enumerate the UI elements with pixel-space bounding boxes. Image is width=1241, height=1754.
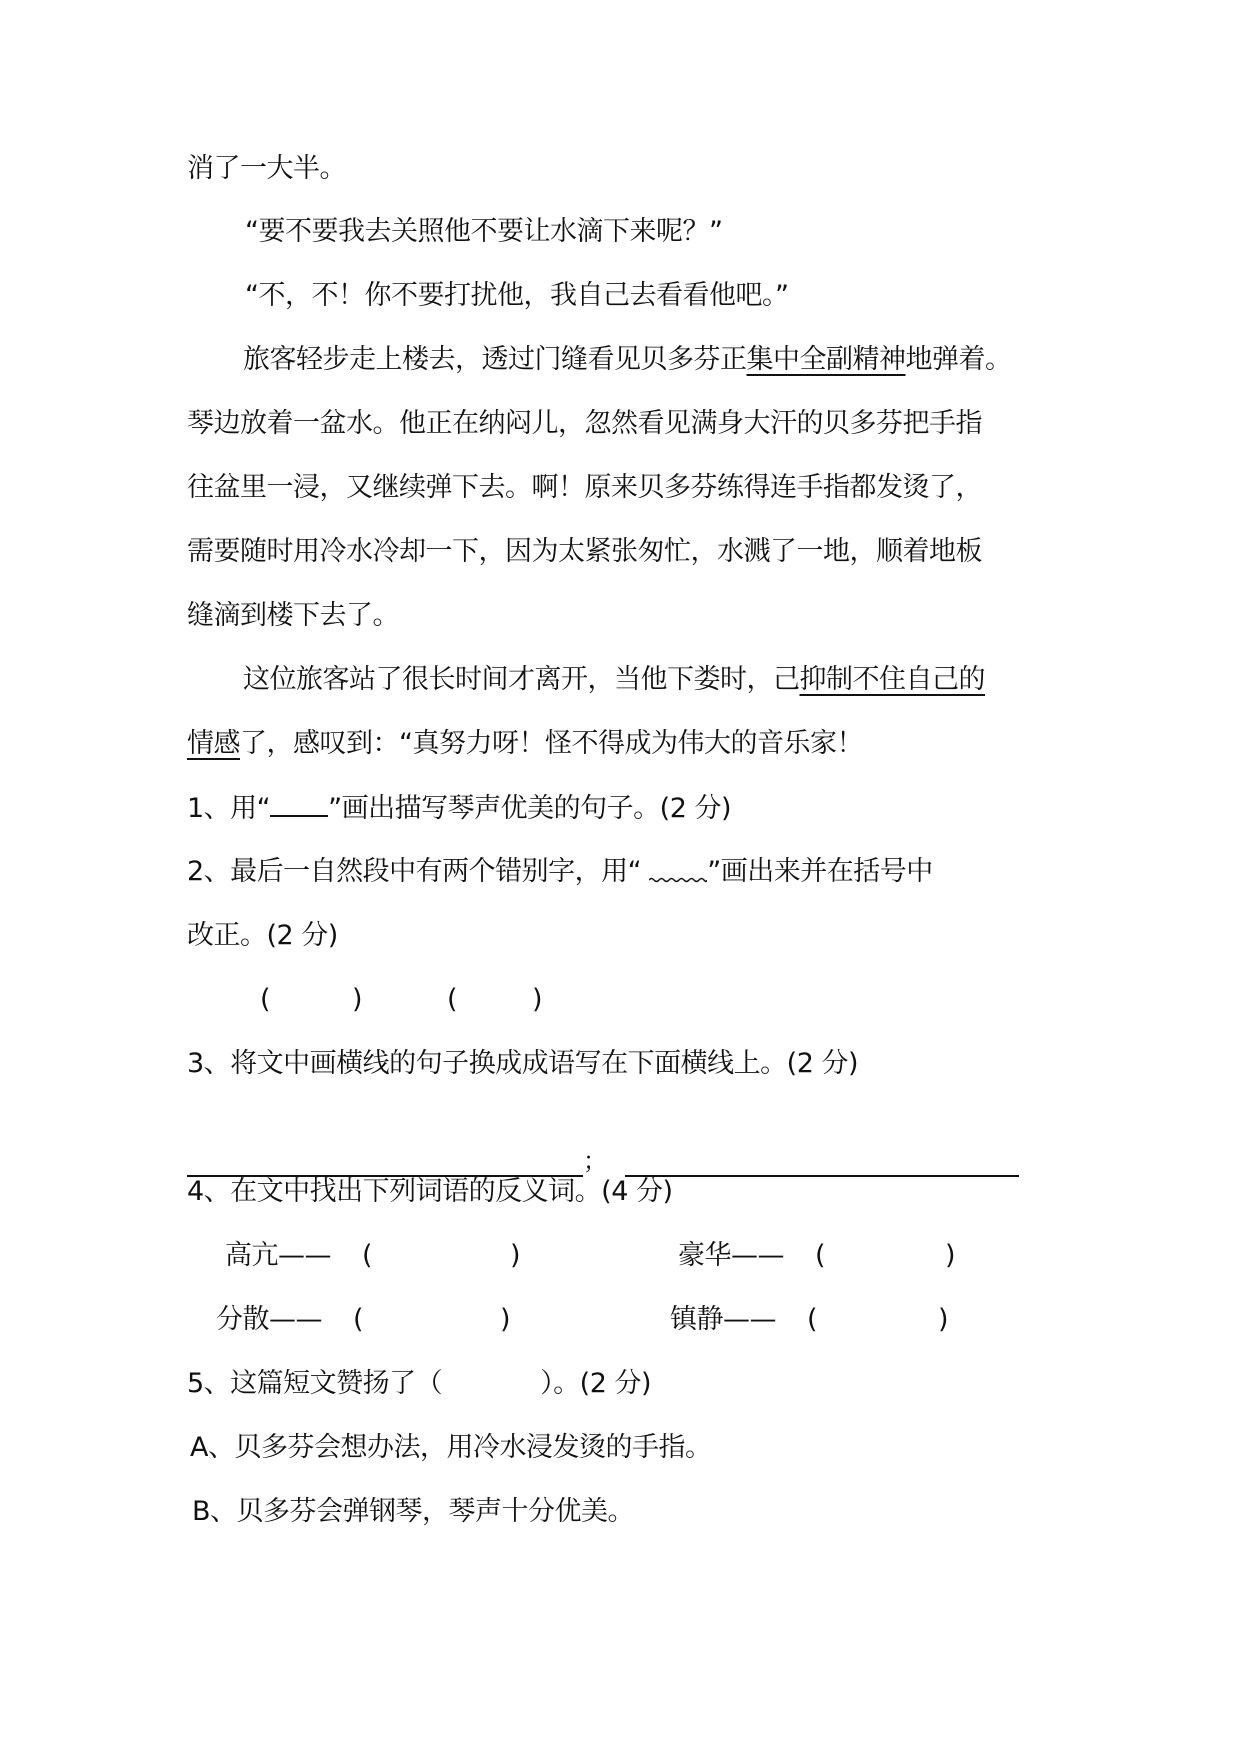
question-text: 2、最后一自然段中有两个错别字，用“	[187, 856, 650, 887]
question-text: ”画出描写琴声优美的句子。(2 分)	[328, 793, 731, 824]
question-text: ”画出来并在括号中	[707, 856, 933, 887]
question-text: 1、用“	[187, 793, 271, 824]
antonym-paren-open: (	[815, 1240, 826, 1271]
question-3: 3、将文中画横线的句子换成成语写在下面横线上。(2 分)	[187, 1048, 859, 1079]
answer-paren-open: (	[260, 984, 271, 1015]
underlined-phrase: 集中全副精神	[746, 344, 906, 375]
question-2-cont: 改正。(2 分)	[187, 920, 338, 951]
passage-line: 需要随时用冷水冷却一下，因为太紧张匆忙，水溅了一地，顺着地板	[187, 536, 982, 567]
antonym-paren-close: )	[945, 1240, 956, 1271]
question-4: 4、在文中找出下列词语的反义词。(4 分)	[187, 1176, 673, 1207]
antonym-paren-close: )	[938, 1304, 949, 1335]
antonym-word: 豪华——	[678, 1240, 784, 1271]
passage-line: 琴边放着一盆水。他正在纳闷儿，忽然看见满身大汗的贝多芬把手指	[187, 408, 982, 439]
question-text: 5、这篇短文赞扬了（	[187, 1368, 443, 1399]
answer-paren-open: (	[447, 984, 458, 1015]
question-1	[187, 791, 731, 826]
passage-text: 地弹着。	[905, 344, 1012, 375]
separator: ；	[583, 1147, 607, 1175]
passage-line: 往盆里一浸，又继续弹下去。啊！原来贝多芬练得连手指都发烫了，	[187, 472, 982, 503]
question-5	[187, 1367, 651, 1401]
answer-paren-close: )	[352, 984, 363, 1015]
antonym-word: 分散——	[216, 1304, 322, 1335]
passage-text: 了，感叹到：“真努力呀！怪不得成为伟大的音乐家！	[240, 728, 863, 759]
wavy-line-sample	[649, 856, 707, 880]
passage-line: “不，不！你不要打扰他，我自己去看看他吧。”	[245, 280, 789, 311]
answer-line[interactable]	[625, 1175, 1019, 1177]
antonym-paren-close: )	[510, 1240, 521, 1271]
question-2	[187, 855, 933, 889]
passage-line: 缝滴到楼下去了。	[187, 600, 399, 631]
answer-paren-close: )	[532, 984, 543, 1015]
antonym-paren-close: )	[500, 1304, 511, 1335]
option-a: A、贝多芬会想办法，用冷水浸发烫的手指。	[190, 1432, 712, 1463]
passage-line: 消了一大半。	[187, 153, 346, 184]
antonym-paren-open: (	[807, 1304, 818, 1335]
passage-line	[243, 663, 985, 697]
underlined-phrase: 情感	[187, 728, 240, 759]
passage-line: “要不要我去关照他不要让水滴下来呢？”	[245, 216, 723, 247]
passage-line	[243, 343, 1012, 377]
passage-text: 旅客轻步走上楼去，透过门缝看见贝多芬正	[243, 344, 747, 375]
passage-text: 这位旅客站了很长时间才离开，当他下娄时，己	[243, 664, 800, 695]
antonym-word: 高亢——	[225, 1240, 331, 1271]
antonym-paren-open: (	[362, 1240, 373, 1271]
underlined-phrase: 抑制不住自己的	[799, 664, 985, 695]
antonym-word: 镇静——	[670, 1304, 776, 1335]
passage-line	[187, 727, 863, 761]
underline-sample	[270, 791, 328, 817]
option-b: B、贝多芬会弹钢琴，琴声十分优美。	[192, 1496, 635, 1527]
antonym-paren-open: (	[353, 1304, 364, 1335]
question-text: ）。(2 分)	[540, 1368, 652, 1399]
